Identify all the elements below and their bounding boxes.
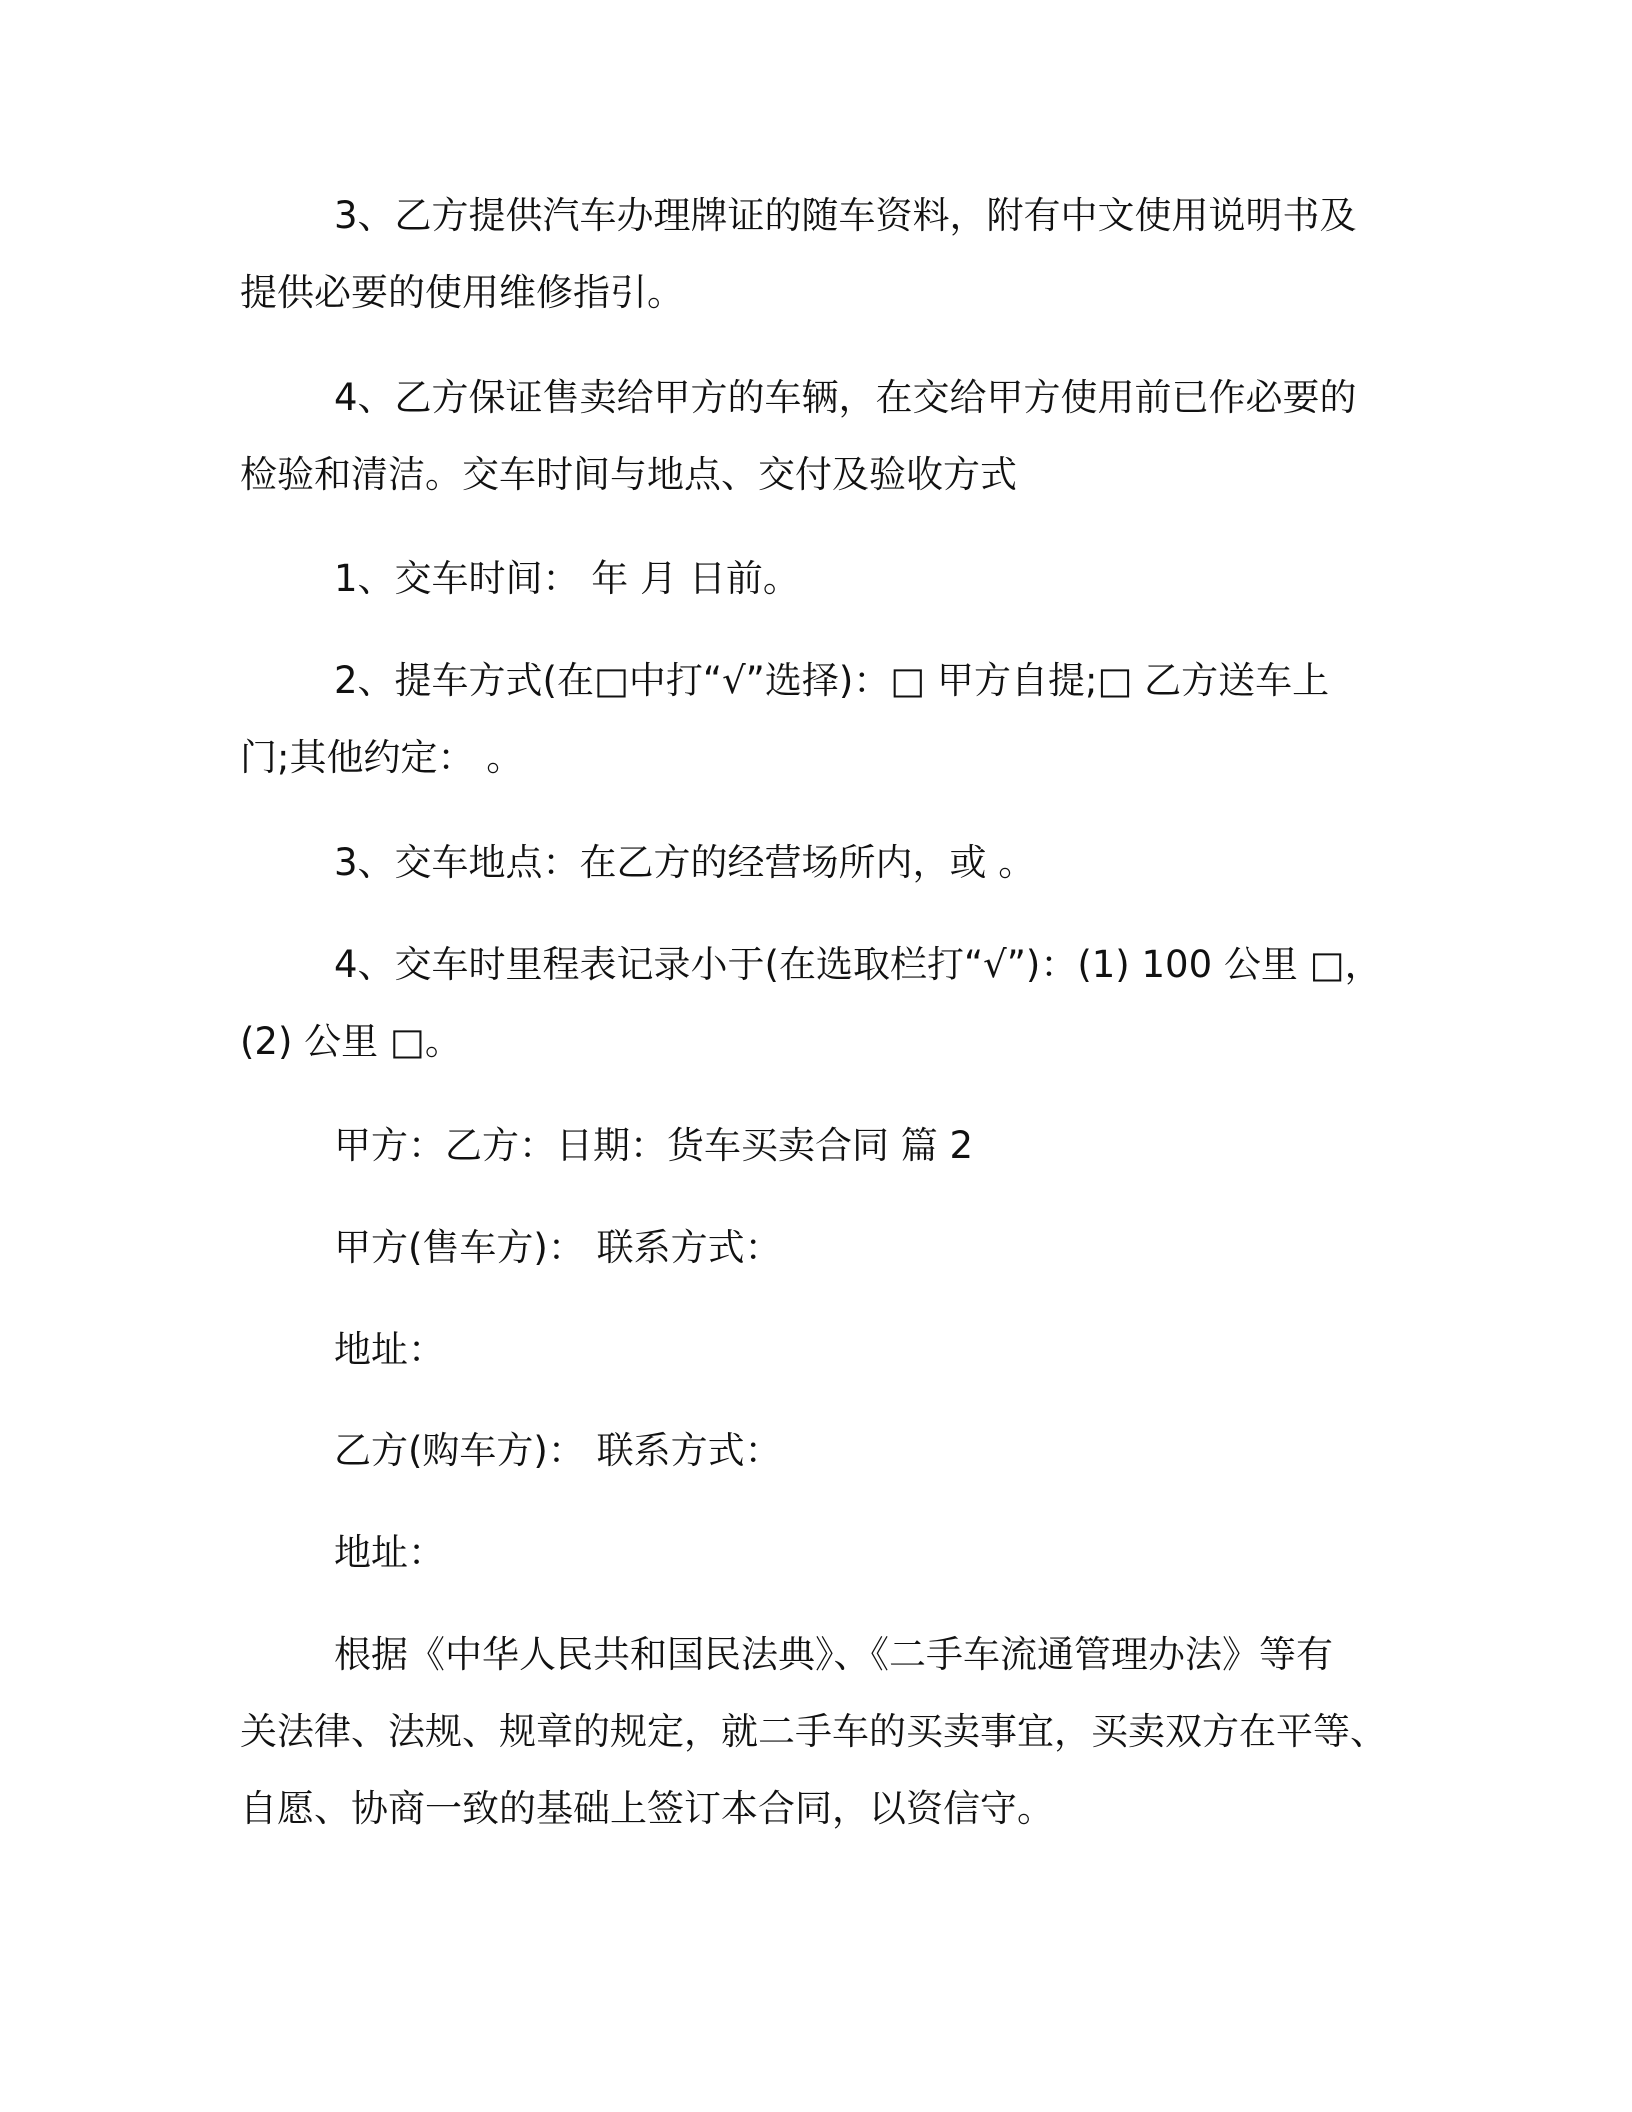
paragraph-line: 门;其他约定： 。 — [240, 736, 524, 779]
paragraph-buyer-contact: 乙方(购车方)： 联系方式： — [334, 1429, 782, 1472]
paragraph-line: 检验和清洁。交车时间与地点、交付及验收方式 — [240, 453, 1017, 496]
paragraph-provide-documents — [240, 177, 1410, 331]
paragraph-seller-contact: 甲方(售车方)： 联系方式： — [334, 1226, 782, 1269]
paragraph-line: 4、乙方保证售卖给甲方的车辆，在交给甲方使用前已作必要的 — [334, 376, 1357, 419]
paragraph-line: 2、提车方式(在□中打“√”选择)：□ 甲方自提;□ 乙方送车上 — [334, 659, 1330, 702]
paragraph-buyer-address: 地址： — [334, 1531, 445, 1574]
paragraph-legal-basis — [240, 1616, 1410, 1847]
paragraph-seller-address: 地址： — [334, 1328, 445, 1371]
paragraph-pickup-method — [240, 642, 1410, 796]
paragraph-line: 关法律、法规、规章的规定，就二手车的买卖事宜，买卖双方在平等、 — [240, 1710, 1387, 1753]
paragraph-line: (2) 公里 □。 — [240, 1020, 462, 1063]
paragraph-line: 3、乙方提供汽车办理牌证的随车资料，附有中文使用说明书及 — [334, 194, 1357, 237]
paragraph-line: 根据《中华人民共和国民法典》、《二手车流通管理办法》等有 — [334, 1633, 1333, 1676]
paragraph-odometer — [240, 926, 1410, 1080]
paragraph-signature-heading: 甲方：乙方：日期：货车买卖合同 篇 2 — [334, 1124, 974, 1167]
paragraph-delivery-time: 1、交车时间： 年 月 日前。 — [334, 557, 800, 600]
paragraph-line: 4、交车时里程表记录小于(在选取栏打“√”)：(1) 100 公里 □， — [334, 943, 1382, 986]
paragraph-line: 提供必要的使用维修指引。 — [240, 271, 684, 314]
paragraph-delivery-location: 3、交车地点：在乙方的经营场所内，或 。 — [334, 841, 1036, 884]
paragraph-inspection-cleaning — [240, 359, 1410, 513]
paragraph-line: 自愿、协商一致的基础上签订本合同，以资信守。 — [240, 1787, 1054, 1830]
